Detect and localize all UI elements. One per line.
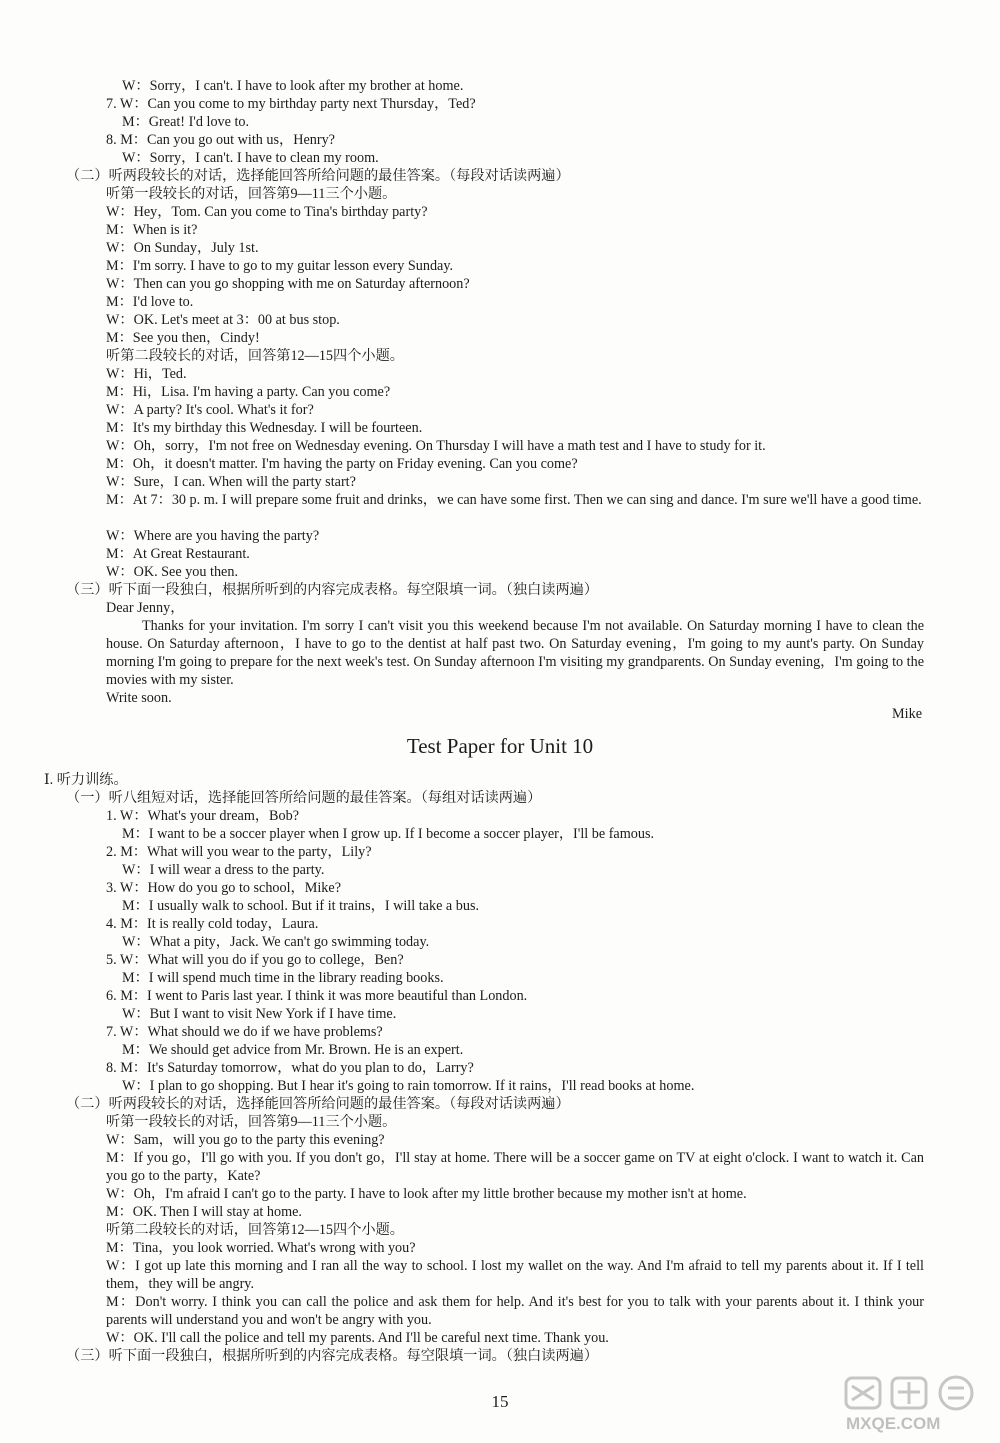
dialogue-line: W：Where are you having the party?: [106, 528, 320, 544]
dialogue-line: M：Don't worry. I think you can call the police and ask them for help. And it's best for you to talk with your parents about it. I think your parents will understand you and won't be angry with you.: [106, 1294, 924, 1328]
dialogue-line: M：It's my birthday this Wednesday. I will be fourteen.: [106, 420, 423, 436]
unit-title: Test Paper for Unit 10: [406, 734, 594, 758]
section-heading: （二）听两段较长的对话，选择能回答所给问题的最佳答案。（每段对话读两遍）: [66, 168, 570, 184]
dialogue-line: W：But I want to visit New York if I have time.: [122, 1006, 397, 1022]
letter-signature: Mike: [892, 706, 922, 722]
dialogue-line: M：If you go，I'll go with you. If you don't go，I'll stay at home. There will be a soccer game on TV at eight o'clock. I want to watch it. Can you go to the party，Kate?: [106, 1150, 924, 1184]
dialogue-line: 2. M：What will you wear to the party，Lily?: [106, 844, 372, 860]
letter-salutation: Dear Jenny，: [106, 600, 185, 616]
section-heading: （三）听下面一段独白，根据所听到的内容完成表格。每空限填一词。（独白读两遍）: [66, 582, 599, 598]
dialogue-line: M：I want to be a soccer player when I grow up. If I become a soccer player，I'll be famous.: [122, 826, 655, 842]
dialogue-line: M：I'd love to.: [106, 294, 194, 310]
dialogue-line: 5. W：What will you do if you go to college，Ben?: [106, 952, 404, 968]
dialogue-line: W：Oh，sorry，I'm not free on Wednesday evening. On Thursday I will have a math test and I have to study for it.: [106, 438, 766, 454]
dialogue-line: M：When is it?: [106, 222, 198, 238]
section-heading: （二）听两段较长的对话，选择能回答所给问题的最佳答案。（每段对话读两遍）: [66, 1096, 570, 1112]
dialogue-line: M：See you then，Cindy!: [106, 330, 260, 346]
dialogue-line: W：OK. See you then.: [106, 564, 238, 580]
section-heading: （一）听八组短对话，选择能回答所给问题的最佳答案。（每组对话读两遍）: [66, 790, 542, 806]
dialogue-line: W：Sorry，I can't. I have to clean my room.: [122, 150, 379, 166]
dialogue-line: M：OK. Then I will stay at home.: [106, 1204, 302, 1220]
dialogue-line: W：Oh，I'm afraid I can't go to the party. I have to look after my little brother because my mother isn't at home.: [106, 1186, 747, 1202]
dialogue-line: 8. M：Can you go out with us，Henry?: [106, 132, 335, 148]
part-heading: Ⅰ. 听力训练。: [44, 772, 128, 788]
dialogue-line: W：Sam，will you go to the party this evening?: [106, 1132, 385, 1148]
dialogue-line: M：At 7：30 p. m. I will prepare some fruit and drinks，we can have some first. Then we can sing and dance. I'm sure we'll have a good time.: [106, 492, 922, 508]
dialogue-line: M：I will spend much time in the library reading books.: [122, 970, 444, 986]
dialogue-line: M：Hi，Lisa. I'm having a party. Can you come?: [106, 384, 391, 400]
subsection-heading: 听第一段较长的对话，回答第9—11三个小题。: [106, 186, 397, 202]
subsection-heading: 听第一段较长的对话，回答第9—11三个小题。: [106, 1114, 397, 1130]
watermark-logo: [838, 1372, 988, 1434]
dialogue-line: W：OK. Let's meet at 3：00 at bus stop.: [106, 312, 340, 328]
dialogue-line: 1. W：What's your dream，Bob?: [106, 808, 299, 824]
dialogue-line: 8. M：It's Saturday tomorrow，what do you plan to do，Larry?: [106, 1060, 474, 1076]
dialogue-line: M：At Great Restaurant.: [106, 546, 250, 562]
dialogue-line: W：Then can you go shopping with me on Saturday afternoon?: [106, 276, 470, 292]
dialogue-line: 4. M：It is really cold today，Laura.: [106, 916, 319, 932]
dialogue-line: M：I'm sorry. I have to go to my guitar lesson every Sunday.: [106, 258, 454, 274]
dialogue-line: W：A party? It's cool. What's it for?: [106, 402, 314, 418]
dialogue-line: 7. W：Can you come to my birthday party next Thursday，Ted?: [106, 96, 476, 112]
letter-closing: Write soon.: [106, 690, 172, 706]
dialogue-line: M：We should get advice from Mr. Brown. He is an expert.: [122, 1042, 464, 1058]
dialogue-line: M：Tina，you look worried. What's wrong with you?: [106, 1240, 416, 1256]
dialogue-line: W：Hi，Ted.: [106, 366, 187, 382]
dialogue-line: W：OK. I'll call the police and tell my parents. And I'll be careful next time. Thank you.: [106, 1330, 609, 1346]
dialogue-line: W：On Sunday，July 1st.: [106, 240, 259, 256]
dialogue-line: 6. M：I went to Paris last year. I think it was more beautiful than London.: [106, 988, 528, 1004]
svg-text:MXQE.COM: MXQE.COM: [846, 1414, 941, 1433]
dialogue-line: M：Oh，it doesn't matter. I'm having the party on Friday evening. Can you come?: [106, 456, 578, 472]
subsection-heading: 听第二段较长的对话，回答第12—15四个小题。: [106, 1222, 404, 1238]
letter-body: Thanks for your invitation. I'm sorry I can't visit you this weekend because I'm not available. On Saturday morning I have to clean the house. On Saturday afternoon，I have to go to the dentist at half past two. On Saturday evening，I'm going to my aunt's party. On Sunday morning I'm going to prepare for the next week's test. On Sunday afternoon I'm visiting my grandparents. On Sunday evening，I'm going to the movies with my sister.: [106, 618, 924, 688]
dialogue-line: W：Sorry，I can't. I have to look after my brother at home.: [122, 78, 464, 94]
dialogue-line: W：Hey，Tom. Can you come to Tina's birthday party?: [106, 204, 428, 220]
dialogue-line: W：I will wear a dress to the party.: [122, 862, 325, 878]
subsection-heading: 听第二段较长的对话，回答第12—15四个小题。: [106, 348, 404, 364]
section-heading: （三）听下面一段独白，根据所听到的内容完成表格。每空限填一词。（独白读两遍）: [66, 1348, 599, 1364]
dialogue-line: W：What a pity，Jack. We can't go swimming today.: [122, 934, 430, 950]
dialogue-line: W：I got up late this morning and I ran all the way to school. I lost my wallet on the way. And I'm afraid to tell my parents about it. If I tell them，they will be angry.: [106, 1258, 924, 1292]
dialogue-line: 7. W：What should we do if we have problems?: [106, 1024, 383, 1040]
dialogue-line: M：I usually walk to school. But if it trains，I will take a bus.: [122, 898, 480, 914]
dialogue-line: M：Great! I'd love to.: [122, 114, 250, 130]
dialogue-line: 3. W：How do you go to school，Mike?: [106, 880, 341, 896]
page-number: 15: [491, 1392, 509, 1411]
dialogue-line: W：Sure，I can. When will the party start?: [106, 474, 356, 490]
dialogue-line: W：I plan to go shopping. But I hear it's going to rain tomorrow. If it rains，I'll read books at home.: [122, 1078, 695, 1094]
